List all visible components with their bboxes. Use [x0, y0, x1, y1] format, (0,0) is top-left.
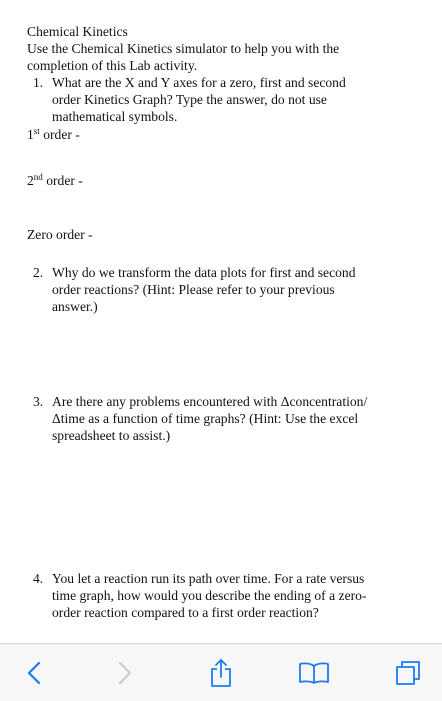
first-order-label: 1st order - — [27, 126, 80, 142]
tabs-button[interactable] — [380, 644, 436, 701]
intro-line-2: completion of this Lab activity. — [27, 58, 198, 73]
question-2-number: 2. — [33, 265, 44, 280]
question-1-number: 1. — [33, 75, 44, 90]
question-3-number: 3. — [33, 394, 44, 409]
tabs-icon — [394, 659, 422, 687]
question-2-line-2: order reactions? (Hint: Please refer to your previous — [52, 282, 335, 297]
intro-line-1: Use the Chemical Kinetics simulator to help you with the — [27, 41, 340, 56]
share-icon — [209, 658, 233, 688]
second-order-label: 2nd order - — [27, 172, 83, 188]
question-2-line-3: answer.) — [52, 299, 98, 314]
share-button[interactable] — [193, 644, 249, 701]
question-1-line-3: mathematical symbols. — [52, 109, 178, 124]
document-title: Chemical Kinetics — [27, 24, 128, 39]
question-4-line-1: You let a reaction run its path over time. For a rate versus — [52, 571, 365, 586]
question-3-line-1: Are there any problems encountered with Δconcentration/ — [52, 394, 368, 409]
question-3-line-3: spreadsheet to assist.) — [52, 428, 171, 443]
back-chevron-icon — [27, 661, 41, 685]
question-4-number: 4. — [33, 571, 44, 586]
bookmarks-book-icon — [298, 661, 330, 685]
question-1-line-1: What are the X and Y axes for a zero, first and second — [52, 75, 346, 90]
question-4-line-3: order reaction compared to a first order reaction? — [52, 605, 319, 620]
forward-button[interactable] — [97, 644, 153, 701]
forward-chevron-icon — [118, 661, 132, 685]
zero-order-label: Zero order - — [27, 227, 93, 242]
question-4-line-2: time graph, how would you describe the ending of a zero- — [52, 588, 367, 603]
question-1-line-2: order Kinetics Graph? Type the answer, do not use — [52, 92, 327, 107]
back-button[interactable] — [6, 644, 62, 701]
question-3-line-2: Δtime as a function of time graphs? (Hint: Use the excel — [52, 411, 359, 426]
question-2-line-1: Why do we transform the data plots for first and second — [52, 265, 356, 280]
bookmarks-button[interactable] — [286, 644, 342, 701]
browser-bottom-toolbar — [0, 643, 442, 701]
